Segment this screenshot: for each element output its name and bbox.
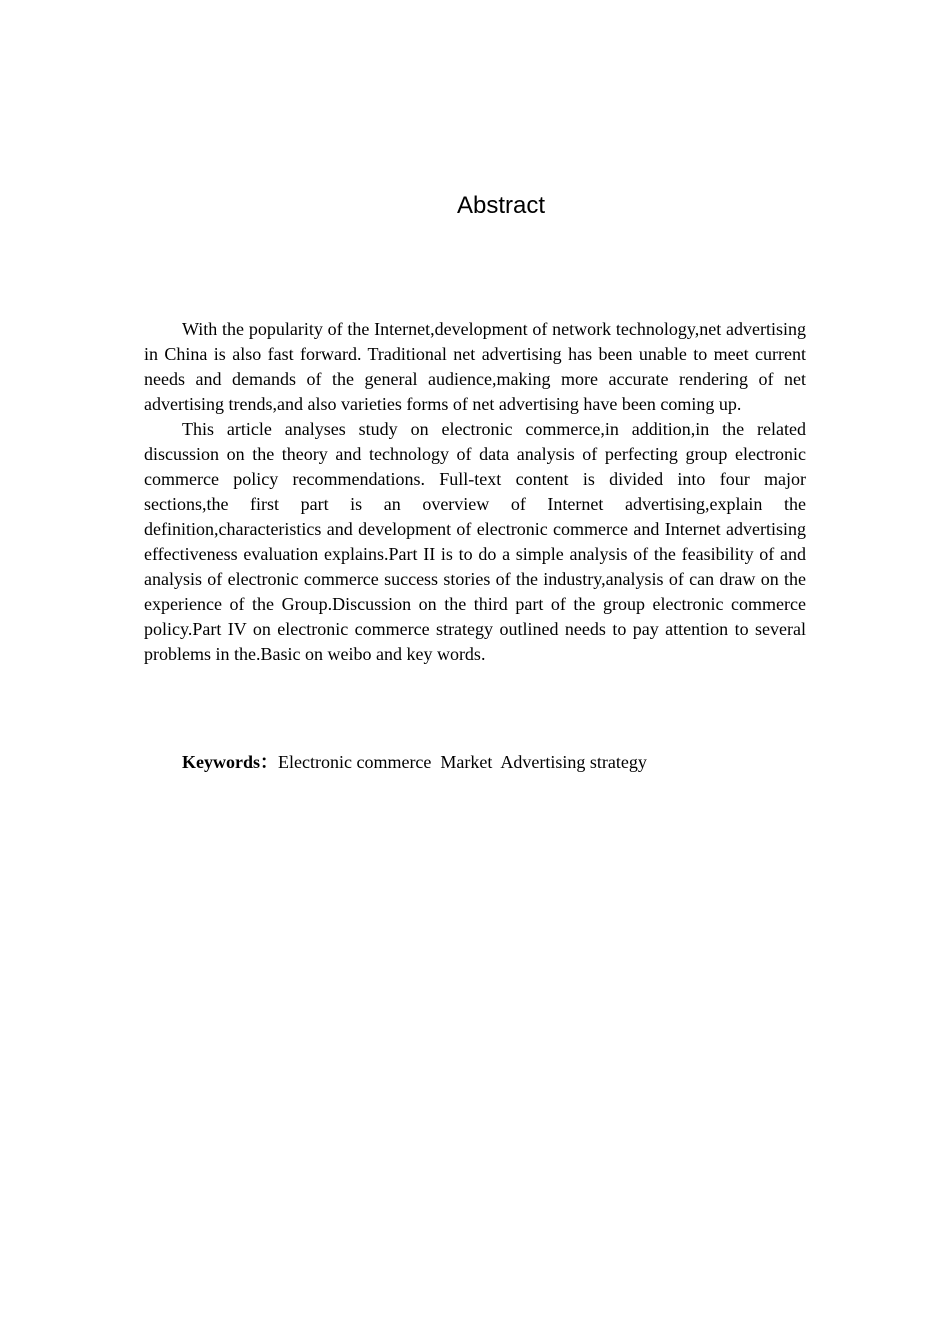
page-title: Abstract: [456, 192, 546, 219]
abstract-paragraph-2: This article analyses study on electronic commerce,in addition,in the related discussion on the theory and technology of data analysis of perfecting group electronic commerce policy recommendations. Full-text content is divided into four major sections,the first part is an overview of Internet advertising,explain the definition,characteristics and development of electronic commerce and Internet advertising effectiveness evaluation explains.Part II is to do a simple analysis of the feasibility of and analysis of electronic commerce success stories of the industry,analysis of can draw on the experience of the Group.Discussion on the third part of the group electronic commerce policy.Part IV on electronic commerce strategy outlined needs to pay attention to several problems in the.Basic on weibo and key words.: [144, 419, 806, 664]
abstract-paragraph-1: With the popularity of the Internet,development of network technology,net advertising in China is also fast forward. Traditional net advertising has been unable to meet current needs and demands of the general audience,making more accurate rendering of net advertising trends,and also varieties forms of net advertising have been coming up.: [144, 319, 806, 414]
keywords-line: [182, 750, 802, 775]
keywords-label: Keywords：: [182, 752, 278, 772]
abstract-body: [144, 317, 806, 667]
keywords-text: Electronic commerce Market Advertising strategy: [278, 752, 647, 772]
